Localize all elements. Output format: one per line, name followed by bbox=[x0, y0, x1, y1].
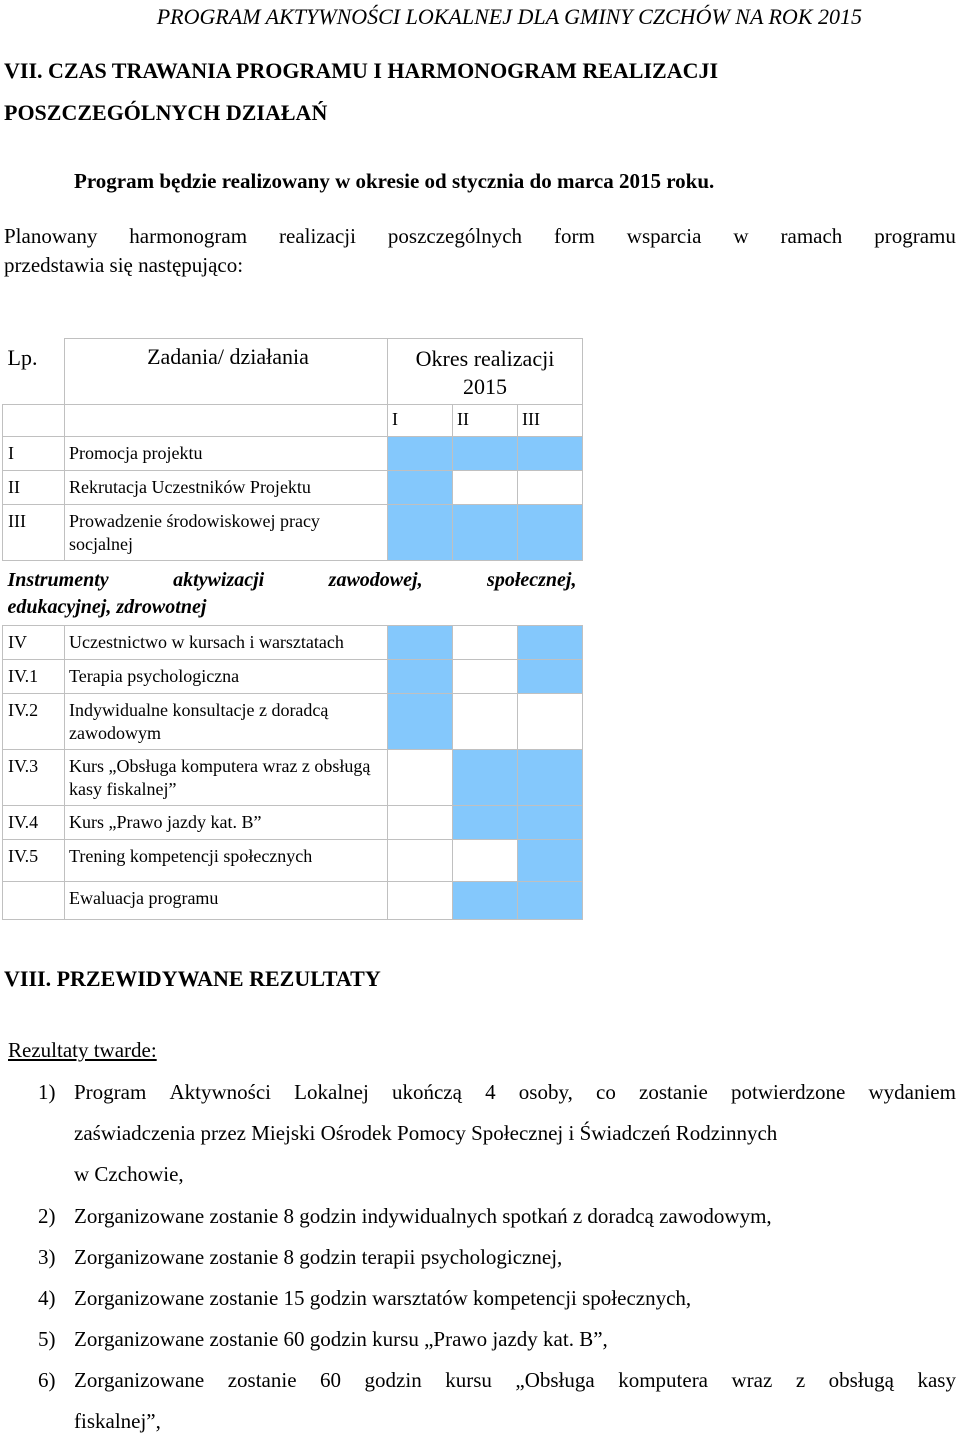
month-cell-empty bbox=[453, 660, 518, 694]
intro-word: harmonogram bbox=[129, 224, 248, 248]
page-header: PROGRAM AKTYWNOŚCI LOKALNEJ DLA GMINY CZCHÓW NA ROK 2015 bbox=[156, 4, 862, 29]
month-3: III bbox=[518, 405, 583, 437]
row-task: Prowadzenie środowiskowej pracy socjalnej bbox=[65, 505, 388, 561]
row-lp: II bbox=[3, 471, 65, 505]
intro-word: programu bbox=[874, 224, 956, 248]
section-8-title: VIII. PRZEWIDYWANE REZULTATY bbox=[4, 966, 381, 991]
result-word: wydaniem bbox=[868, 1080, 956, 1104]
result-number: 4) bbox=[38, 1286, 56, 1310]
row-lp: III bbox=[3, 505, 65, 561]
month-cell-active bbox=[388, 471, 453, 505]
results-subtitle: Rezultaty twarde: bbox=[8, 1038, 157, 1062]
month-cell-active bbox=[453, 437, 518, 471]
result-number: 1) bbox=[38, 1080, 56, 1104]
result-word: godzin bbox=[364, 1368, 422, 1392]
col-header-task: Zadania/ działania bbox=[65, 339, 388, 405]
result-text bbox=[74, 1080, 956, 1105]
month-cell-empty bbox=[518, 694, 583, 750]
intro-word: poszczególnych bbox=[387, 224, 523, 248]
section-7-title-cont: POSZCZEGÓLNYCH DZIAŁAŃ bbox=[4, 100, 328, 125]
result-word: wraz bbox=[731, 1368, 773, 1392]
month-cell-active bbox=[518, 840, 583, 882]
result-word: ukończą bbox=[391, 1080, 462, 1104]
row-task: Trening kompetencji społecznych bbox=[65, 840, 388, 882]
result-number: 3) bbox=[38, 1245, 56, 1269]
row-task: Uczestnictwo w kursach i warsztatach bbox=[65, 626, 388, 660]
result-text: Zorganizowane zostanie 8 godzin terapii psychologicznej, bbox=[74, 1245, 563, 1269]
month-cell-empty bbox=[453, 471, 518, 505]
result-text-cont: fiskalnej”, bbox=[74, 1409, 161, 1433]
intro-word: wsparcia bbox=[626, 224, 702, 248]
intro-word: realizacji bbox=[279, 224, 356, 248]
month-cell-empty bbox=[453, 626, 518, 660]
schedule-row bbox=[3, 882, 583, 920]
instruments-word: Instrumenty bbox=[7, 569, 109, 591]
result-text: Zorganizowane zostanie 60 godzin kursu „Prawo jazdy kat. B”, bbox=[74, 1327, 608, 1351]
result-word: komputera bbox=[618, 1368, 709, 1392]
row-lp: IV.4 bbox=[3, 806, 65, 840]
instruments-heading-cont: edukacyjnej, zdrowotnej bbox=[7, 596, 207, 618]
result-word: osoby, bbox=[518, 1080, 573, 1104]
intro-paragraph-cont: przedstawia się następująco: bbox=[4, 253, 244, 277]
instruments-word: zawodowej, bbox=[328, 569, 423, 591]
result-word: potwierdzone bbox=[731, 1080, 846, 1104]
row-lp: IV.1 bbox=[3, 660, 65, 694]
month-1: I bbox=[388, 405, 453, 437]
schedule-row bbox=[3, 750, 583, 806]
month-cell-active bbox=[453, 505, 518, 561]
instruments-word: aktywizacji bbox=[173, 569, 265, 591]
schedule-row bbox=[3, 626, 583, 660]
months-row bbox=[3, 405, 583, 437]
result-word: Lokalnej bbox=[294, 1080, 369, 1104]
schedule-row bbox=[3, 660, 583, 694]
schedule-row bbox=[3, 694, 583, 750]
month-cell-active bbox=[453, 806, 518, 840]
month-cell-active bbox=[388, 505, 453, 561]
result-word: z bbox=[795, 1368, 806, 1392]
instruments-word: społecznej, bbox=[487, 569, 577, 591]
month-cell-active bbox=[518, 750, 583, 806]
result-word: Zorganizowane bbox=[74, 1368, 205, 1392]
result-word: 60 bbox=[320, 1368, 342, 1392]
intro-word: form bbox=[554, 224, 595, 248]
result-word: Program bbox=[74, 1080, 147, 1104]
col-header-lp: Lp. bbox=[3, 339, 65, 405]
result-word: kursu bbox=[445, 1368, 492, 1392]
month-cell-active bbox=[388, 660, 453, 694]
result-word: zostanie bbox=[639, 1080, 708, 1104]
result-text: Zorganizowane zostanie 15 godzin warsztatów kompetencji społecznych, bbox=[74, 1286, 692, 1310]
intro-word: Planowany bbox=[4, 224, 98, 248]
month-cell-active bbox=[518, 626, 583, 660]
result-word: „Obsługa bbox=[515, 1368, 595, 1392]
row-task: Kurs „Prawo jazdy kat. B” bbox=[65, 806, 388, 840]
result-number: 2) bbox=[38, 1204, 56, 1228]
col-header-period: Okres realizacji 2015 bbox=[388, 339, 583, 405]
month-2: II bbox=[453, 405, 518, 437]
result-number: 6) bbox=[38, 1368, 56, 1392]
intro-paragraph bbox=[4, 224, 956, 249]
row-task: Rekrutacja Uczestników Projektu bbox=[65, 471, 388, 505]
row-task: Kurs „Obsługa komputera wraz z obsługą kasy fiskalnej” bbox=[65, 750, 388, 806]
result-text-cont: w Czchowie, bbox=[74, 1162, 184, 1186]
month-cell-active bbox=[453, 882, 518, 920]
intro-word: ramach bbox=[780, 224, 843, 248]
month-cell-empty bbox=[388, 882, 453, 920]
month-cell-empty bbox=[518, 471, 583, 505]
month-cell-empty bbox=[388, 840, 453, 882]
month-cell-active bbox=[388, 626, 453, 660]
row-task: Terapia psychologiczna bbox=[65, 660, 388, 694]
month-cell-active bbox=[518, 505, 583, 561]
month-cell-empty bbox=[388, 806, 453, 840]
result-text: Zorganizowane zostanie 8 godzin indywidualnych spotkań z doradcą zawodowym, bbox=[74, 1204, 772, 1228]
schedule-row bbox=[3, 471, 583, 505]
month-cell-active bbox=[518, 806, 583, 840]
row-lp bbox=[3, 882, 65, 920]
program-duration: Program będzie realizowany w okresie od stycznia do marca 2015 roku. bbox=[74, 169, 715, 193]
month-cell-active bbox=[388, 694, 453, 750]
schedule-table bbox=[2, 338, 583, 920]
row-task: Promocja projektu bbox=[65, 437, 388, 471]
schedule-row bbox=[3, 437, 583, 471]
month-cell-active bbox=[518, 437, 583, 471]
instruments-heading bbox=[8, 569, 577, 592]
row-task: Ewaluacja programu bbox=[65, 882, 388, 920]
instruments-row bbox=[3, 561, 583, 626]
result-number: 5) bbox=[38, 1327, 56, 1351]
row-lp: IV.3 bbox=[3, 750, 65, 806]
month-cell-empty bbox=[453, 694, 518, 750]
section-7-title: VII. CZAS TRAWANIA PROGRAMU I HARMONOGRAM REALIZACJI bbox=[4, 58, 719, 83]
result-word: kasy bbox=[917, 1368, 956, 1392]
month-cell-active bbox=[388, 437, 453, 471]
row-task: Indywidualne konsultacje z doradcą zawodowym bbox=[65, 694, 388, 750]
result-word: zostanie bbox=[227, 1368, 297, 1392]
intro-word: w bbox=[733, 224, 749, 248]
result-word: co bbox=[596, 1080, 616, 1104]
result-text bbox=[74, 1368, 956, 1393]
month-cell-active bbox=[453, 750, 518, 806]
schedule-row bbox=[3, 806, 583, 840]
schedule-row bbox=[3, 840, 583, 882]
result-word: obsługą bbox=[828, 1368, 894, 1392]
row-lp: IV.2 bbox=[3, 694, 65, 750]
month-cell-empty bbox=[388, 750, 453, 806]
row-lp: I bbox=[3, 437, 65, 471]
month-cell-active bbox=[518, 660, 583, 694]
row-lp: IV.5 bbox=[3, 840, 65, 882]
result-word: 4 bbox=[485, 1080, 496, 1104]
schedule-row bbox=[3, 505, 583, 561]
result-word: Aktywności bbox=[169, 1080, 271, 1104]
row-lp: IV bbox=[3, 626, 65, 660]
result-text-cont: zaświadczenia przez Miejski Ośrodek Pomocy Społecznej i Świadczeń Rodzinnych bbox=[74, 1121, 778, 1145]
month-cell-empty bbox=[453, 840, 518, 882]
month-cell-active bbox=[518, 882, 583, 920]
